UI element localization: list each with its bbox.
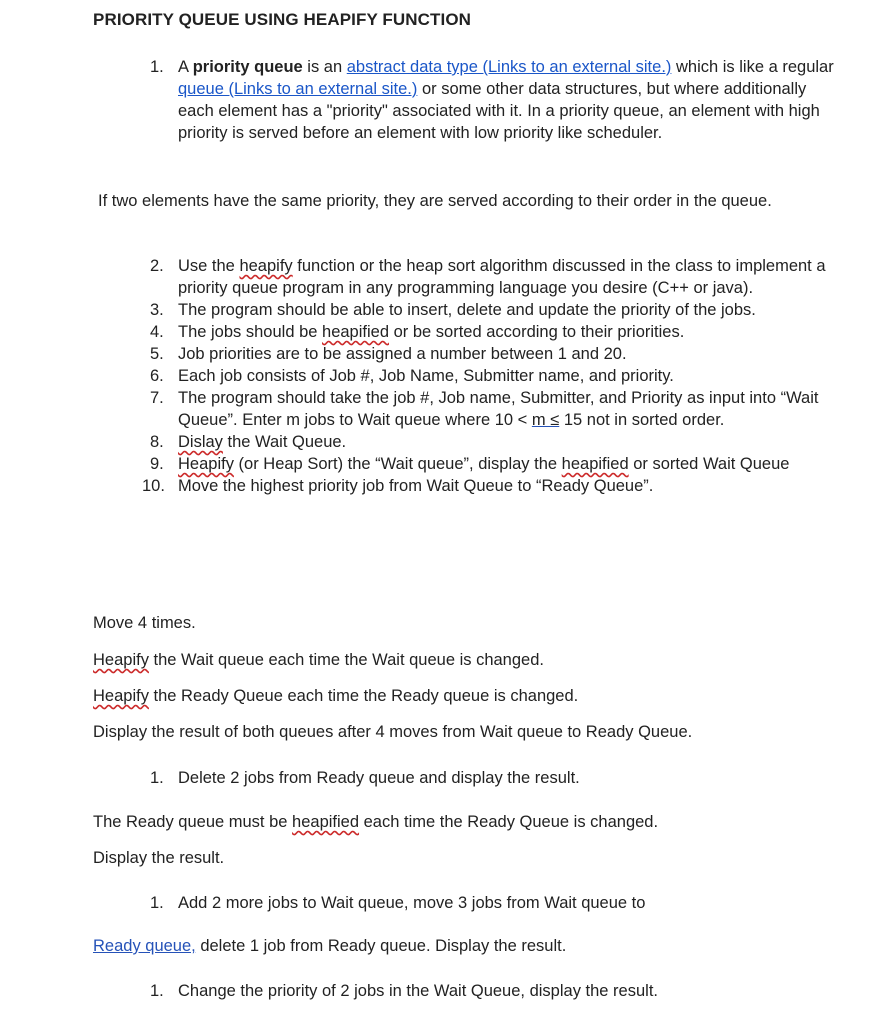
list-item bbox=[150, 365, 840, 387]
abstract-data-type-link[interactable]: abstract data type (Links to an external site.) bbox=[346, 58, 672, 76]
definition-list bbox=[150, 56, 840, 144]
page-title: PRIORITY QUEUE USING HEAPIFY FUNCTION bbox=[93, 10, 472, 29]
move-times-paragraph: Move 4 times. bbox=[93, 614, 196, 632]
list-number: 5. bbox=[150, 345, 164, 363]
list-text: Move the highest priority job from Wait Queue to “Ready Queue”. bbox=[178, 477, 654, 495]
list-text: Each job consists of Job #, Job Name, Submitter name, and priority. bbox=[178, 367, 674, 385]
list-item bbox=[150, 343, 840, 365]
list-text: The program should take the job #, Job name, Submitter, and Priority as input into “Wait Queue”. Enter m jobs to Wait queue where 10 < m ≤ 15 not in sorted order. bbox=[178, 389, 819, 429]
m-bound: m ≤ bbox=[531, 411, 560, 429]
list-item bbox=[150, 299, 840, 321]
list-item bbox=[150, 892, 840, 914]
list-number: 1. bbox=[150, 894, 164, 912]
list-text: Dislay the Wait Queue. bbox=[178, 433, 347, 451]
spell-flag: Heapify bbox=[93, 651, 149, 669]
ready-must-paragraph: The Ready queue must be heapified each time the Ready Queue is changed. bbox=[93, 813, 659, 831]
spell-flag: heapified bbox=[322, 323, 389, 341]
change-list bbox=[150, 980, 840, 1002]
list-item bbox=[150, 387, 840, 431]
display-result-paragraph: Display the result. bbox=[93, 849, 225, 867]
list-number: 8. bbox=[150, 433, 164, 451]
list-item bbox=[150, 980, 840, 1002]
list-number: 1. bbox=[150, 58, 164, 76]
spell-flag: Dislay bbox=[178, 433, 223, 451]
list-item bbox=[150, 56, 840, 144]
list-number: 9. bbox=[150, 455, 164, 473]
list-item bbox=[150, 255, 840, 299]
list-item bbox=[150, 431, 840, 453]
list-number: 4. bbox=[150, 323, 164, 341]
list-text: The program should be able to insert, delete and update the priority of the jobs. bbox=[178, 301, 756, 319]
list-item bbox=[150, 321, 840, 343]
ready-queue-link[interactable]: Ready queue, bbox=[93, 937, 196, 955]
spell-flag: Heapify bbox=[93, 687, 149, 705]
ready-queue-paragraph: Ready queue, delete 1 job from Ready queue. Display the result. bbox=[93, 937, 567, 955]
list-number: 7. bbox=[150, 389, 164, 407]
requirements-list bbox=[142, 255, 840, 497]
list-item bbox=[142, 475, 840, 497]
list-number: 2. bbox=[150, 257, 164, 275]
list-number: 6. bbox=[150, 367, 164, 385]
list-text: Change the priority of 2 jobs in the Wait Queue, display the result. bbox=[178, 982, 658, 1000]
queue-link[interactable]: queue (Links to an external site.) bbox=[178, 80, 418, 98]
heapify-ready-paragraph: Heapify the Ready Queue each time the Ready queue is changed. bbox=[93, 687, 579, 705]
list-text: A priority queue is an abstract data type (Links to an external site.) which is like a regular queue (Links to an external site.) or some other data structures, but where additionally each element has a "priority" associated with it. In a priority queue, an element with high priority is served before an element with low priority like scheduler. bbox=[178, 58, 834, 142]
list-text: Job priorities are to be assigned a number between 1 and 20. bbox=[178, 345, 627, 363]
list-text: Add 2 more jobs to Wait queue, move 3 jobs from Wait queue to bbox=[178, 894, 646, 912]
bold-term: priority queue bbox=[192, 58, 303, 76]
list-number: 1. bbox=[150, 769, 164, 787]
list-number: 1. bbox=[150, 982, 164, 1000]
list-number: 3. bbox=[150, 301, 164, 319]
display-both-paragraph: Display the result of both queues after 4 moves from Wait queue to Ready Queue. bbox=[93, 723, 693, 741]
delete-list bbox=[150, 767, 840, 789]
list-text: Delete 2 jobs from Ready queue and display the result. bbox=[178, 769, 580, 787]
list-item bbox=[150, 767, 840, 789]
spell-flag: heapified bbox=[561, 455, 629, 473]
add-list bbox=[150, 892, 840, 914]
same-priority-paragraph: If two elements have the same priority, they are served according to their order in the queue. bbox=[98, 192, 772, 210]
spell-flag: heapify bbox=[239, 257, 293, 275]
heapify-wait-paragraph: Heapify the Wait queue each time the Wait queue is changed. bbox=[93, 651, 544, 669]
spell-flag: Heapify bbox=[178, 455, 234, 473]
list-number: 10. bbox=[142, 477, 165, 495]
spell-flag: heapified bbox=[292, 813, 360, 831]
list-text: Heapify (or Heap Sort) the “Wait queue”, display the heapified or sorted Wait Queue bbox=[178, 455, 790, 473]
list-item bbox=[150, 453, 840, 475]
list-text: The jobs should be heapified or be sorted according to their priorities. bbox=[178, 323, 685, 341]
list-text: Use the heapify function or the heap sort algorithm discussed in the class to implement a priority queue program in any programming language you desire (C++ or java). bbox=[178, 257, 826, 297]
